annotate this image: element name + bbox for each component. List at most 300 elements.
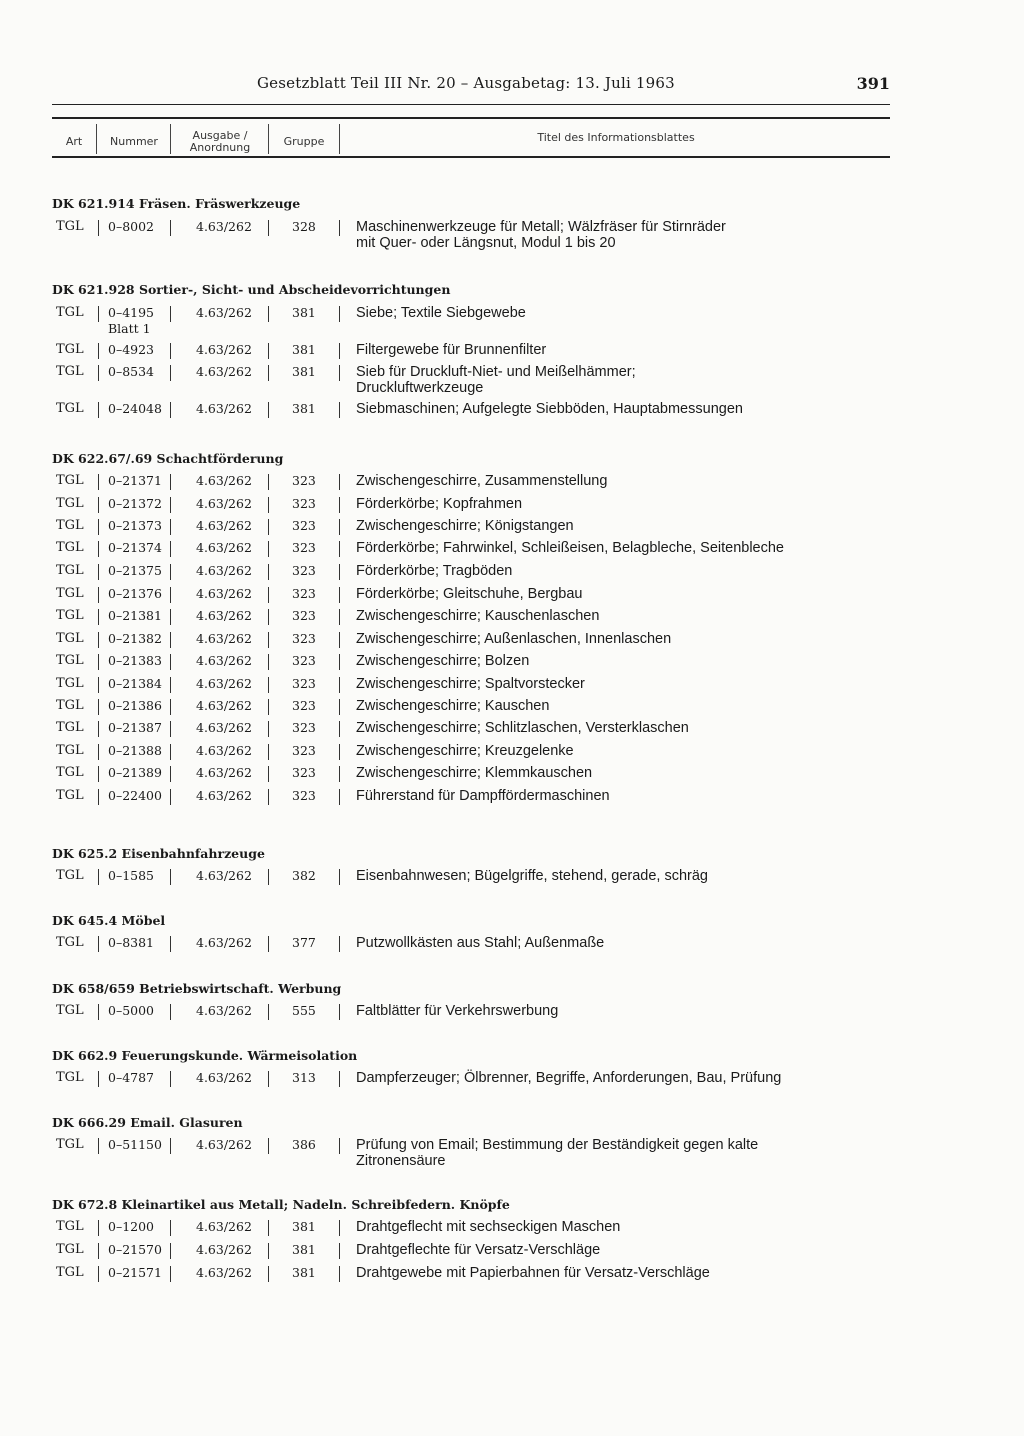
cell-ausgabe: 4.63/262: [196, 305, 252, 320]
cell-nummer: 0–21375: [108, 563, 162, 578]
column-separator: [268, 1138, 269, 1154]
col-titel: Titel des Informationsblattes: [537, 131, 695, 144]
cell-ausgabe: 4.63/262: [196, 219, 252, 234]
column-separator: [170, 402, 171, 418]
table-row: [52, 401, 890, 421]
cell-art: TGL: [56, 473, 84, 488]
column-separator: [170, 766, 171, 782]
column-separator: [339, 1220, 340, 1236]
column-separator: [98, 1138, 99, 1154]
column-separator: [98, 365, 99, 381]
column-separator: [98, 474, 99, 490]
col-divider: [268, 124, 269, 154]
col-ausgabe: [172, 130, 268, 154]
cell-ausgabe: 4.63/262: [196, 496, 252, 511]
cell-gruppe: 377: [292, 935, 316, 950]
table-row: [52, 586, 890, 606]
column-separator: [170, 744, 171, 760]
cell-gruppe: 323: [292, 608, 316, 623]
column-separator: [98, 609, 99, 625]
cell-art: TGL: [56, 743, 84, 758]
column-separator: [98, 587, 99, 603]
cell-titel: Förderkörbe; Gleitschuhe, Bergbau: [356, 586, 583, 602]
column-separator: [268, 365, 269, 381]
cell-titel: Zwischengeschirre; Schlitzlaschen, Versterklaschen: [356, 720, 689, 736]
column-separator: [339, 564, 340, 580]
cell-ausgabe: 4.63/262: [196, 518, 252, 533]
table-row: [52, 608, 890, 628]
table-row: [52, 1265, 890, 1285]
cell-titel: Drahtgewebe mit Papierbahnen für Versatz-Verschläge: [356, 1265, 710, 1281]
cell-titel: Putzwollkästen aus Stahl; Außenmaße: [356, 935, 605, 951]
cell-gruppe: 323: [292, 563, 316, 578]
column-separator: [268, 936, 269, 952]
column-separator: [170, 1266, 171, 1282]
table-top-rule: [52, 117, 890, 119]
column-separator: [268, 402, 269, 418]
cell-art: TGL: [56, 788, 84, 803]
cell-nummer: 0–1585: [108, 868, 155, 883]
table-row: [52, 720, 890, 740]
column-separator: [98, 220, 99, 236]
page-number: 391: [856, 74, 890, 93]
section-heading: DK 625.2 Eisenbahnfahrzeuge: [52, 846, 265, 861]
col-divider: [96, 124, 97, 154]
section-heading: DK 672.8 Kleinartikel aus Metall; Nadeln. Schreibfedern. Knöpfe: [52, 1197, 510, 1212]
column-separator: [98, 497, 99, 513]
cell-ausgabe: 4.63/262: [196, 1137, 252, 1152]
cell-nummer: 0–8381: [108, 935, 155, 950]
cell-titel: Faltblätter für Verkehrswerbung: [356, 1003, 559, 1019]
cell-gruppe: 323: [292, 496, 316, 511]
column-separator: [170, 474, 171, 490]
column-separator: [98, 1220, 99, 1236]
table-row: [52, 364, 890, 396]
cell-titel: Eisenbahnwesen; Bügelgriffe, stehend, gerade, schräg: [356, 868, 709, 884]
column-separator: [268, 654, 269, 670]
cell-gruppe: 381: [292, 1219, 316, 1234]
cell-ausgabe: 4.63/262: [196, 743, 252, 758]
column-separator: [339, 677, 340, 693]
column-separator: [268, 632, 269, 648]
cell-gruppe: 323: [292, 586, 316, 601]
table-row: [52, 868, 890, 888]
column-separator: [339, 721, 340, 737]
cell-titel: Siebe; Textile Siebgewebe: [356, 305, 526, 321]
column-separator: [98, 306, 99, 322]
cell-nummer: 0–21383: [108, 653, 162, 668]
section-heading: DK 662.9 Feuerungskunde. Wärmeisolation: [52, 1048, 358, 1063]
column-separator: [98, 519, 99, 535]
column-separator: [339, 402, 340, 418]
column-separator: [98, 721, 99, 737]
cell-art: TGL: [56, 586, 84, 601]
cell-nummer: 0–22400: [108, 788, 162, 803]
column-separator: [268, 497, 269, 513]
cell-titel: Prüfung von Email; Bestimmung der Beständigkeit gegen kalte: [356, 1137, 759, 1153]
cell-nummer: 0–21386: [108, 698, 162, 713]
column-separator: [339, 632, 340, 648]
column-separator: [268, 474, 269, 490]
cell-art: TGL: [56, 765, 84, 780]
col-gruppe: Gruppe: [283, 135, 325, 148]
column-separator: [170, 936, 171, 952]
cell-gruppe: 381: [292, 1242, 316, 1257]
cell-gruppe: 381: [292, 305, 316, 320]
cell-nummer: 0–21388: [108, 743, 162, 758]
column-separator: [339, 343, 340, 359]
column-separator: [339, 789, 340, 805]
column-separator: [268, 343, 269, 359]
cell-art: TGL: [56, 401, 84, 416]
column-separator: [339, 766, 340, 782]
cell-ausgabe: 4.63/262: [196, 765, 252, 780]
cell-nummer: 0–21373: [108, 518, 162, 533]
cell-titel: Förderkörbe; Tragböden: [356, 563, 513, 579]
cell-titel: Zwischengeschirre, Zusammenstellung: [356, 473, 608, 489]
cell-art: TGL: [56, 342, 84, 357]
cell-gruppe: 323: [292, 653, 316, 668]
cell-gruppe: 323: [292, 540, 316, 555]
cell-art: TGL: [56, 1265, 84, 1280]
column-headings: [52, 128, 890, 156]
column-separator: [170, 1220, 171, 1236]
column-separator: [268, 1243, 269, 1259]
table-row: [52, 1137, 890, 1169]
column-separator: [98, 343, 99, 359]
cell-art: TGL: [56, 608, 84, 623]
cell-nummer: 0–21570: [108, 1242, 162, 1257]
cell-art: TGL: [56, 653, 84, 668]
column-separator: [339, 474, 340, 490]
cell-gruppe: 323: [292, 720, 316, 735]
column-separator: [170, 306, 171, 322]
column-separator: [339, 519, 340, 535]
column-separator: [170, 564, 171, 580]
cell-ausgabe: 4.63/262: [196, 631, 252, 646]
column-separator: [268, 721, 269, 737]
column-separator: [98, 1071, 99, 1087]
cell-art: TGL: [56, 219, 84, 234]
table-row: [52, 653, 890, 673]
column-separator: [268, 1004, 269, 1020]
column-separator: [170, 519, 171, 535]
cell-titel: Förderkörbe; Kopfrahmen: [356, 496, 523, 512]
table-row: [52, 219, 890, 251]
column-separator: [339, 869, 340, 885]
column-separator: [98, 766, 99, 782]
column-separator: [268, 564, 269, 580]
cell-gruppe: 323: [292, 518, 316, 533]
column-separator: [268, 306, 269, 322]
cell-nummer: 0–8002: [108, 219, 155, 234]
cell-ausgabe: 4.63/262: [196, 720, 252, 735]
cell-nummer: 0–21371: [108, 473, 162, 488]
cell-gruppe: 323: [292, 631, 316, 646]
column-separator: [170, 1071, 171, 1087]
cell-nummer: 0–21376: [108, 586, 162, 601]
section-heading: DK 666.29 Email. Glasuren: [52, 1115, 243, 1130]
cell-art: TGL: [56, 1137, 84, 1152]
cell-nummer: 0–5000: [108, 1003, 155, 1018]
table-head-rule: [52, 156, 890, 158]
cell-nummer: 0–4787: [108, 1070, 155, 1085]
cell-titel: Siebmaschinen; Aufgelegte Siebböden, Hauptabmessungen: [356, 401, 743, 417]
cell-nummer: 0–21389: [108, 765, 162, 780]
column-separator: [268, 744, 269, 760]
col-divider: [170, 124, 171, 154]
cell-titel: Sieb für Druckluft-Niet- und Meißelhämmer;: [356, 364, 636, 380]
column-separator: [170, 654, 171, 670]
table-row: [52, 496, 890, 516]
cell-nummer: 0–21374: [108, 540, 162, 555]
cell-nummer: 0–1200: [108, 1219, 155, 1234]
cell-nummer: 0–51150: [108, 1137, 162, 1152]
cell-titel: Dampferzeuger; Ölbrenner, Begriffe, Anforderungen, Bau, Prüfung: [356, 1070, 782, 1086]
cell-art: TGL: [56, 631, 84, 646]
cell-art: TGL: [56, 364, 84, 379]
section-heading: DK 645.4 Möbel: [52, 913, 166, 928]
cell-art: TGL: [56, 563, 84, 578]
column-separator: [170, 541, 171, 557]
column-separator: [339, 1071, 340, 1087]
column-separator: [170, 789, 171, 805]
table-row: [52, 765, 890, 785]
cell-gruppe: 313: [292, 1070, 316, 1085]
cell-titel: Zwischengeschirre; Bolzen: [356, 653, 530, 669]
column-separator: [268, 587, 269, 603]
column-separator: [98, 1004, 99, 1020]
table-row: [52, 1219, 890, 1239]
column-separator: [339, 365, 340, 381]
table-row: [52, 935, 890, 955]
cell-ausgabe: 4.63/262: [196, 563, 252, 578]
cell-titel: Zwischengeschirre; Außenlaschen, Innenlaschen: [356, 631, 672, 647]
cell-ausgabe: 4.63/262: [196, 935, 252, 950]
cell-titel: Förderkörbe; Fahrwinkel, Schleißeisen, Belagbleche, Seitenbleche: [356, 540, 784, 556]
column-separator: [170, 632, 171, 648]
cell-art: TGL: [56, 868, 84, 883]
column-separator: [268, 1071, 269, 1087]
table-row: [52, 473, 890, 493]
cell-gruppe: 323: [292, 788, 316, 803]
table-row: [52, 305, 890, 336]
column-separator: [339, 587, 340, 603]
cell-gruppe: 323: [292, 676, 316, 691]
cell-nummer: 0–21571: [108, 1265, 162, 1280]
col-ausgabe-line2: Anordnung: [189, 141, 251, 154]
table-row: [52, 676, 890, 696]
cell-titel2: mit Quer- oder Längsnut, Modul 1 bis 20: [356, 235, 616, 251]
column-separator: [98, 654, 99, 670]
column-separator: [170, 365, 171, 381]
cell-ausgabe: 4.63/262: [196, 1265, 252, 1280]
cell-gruppe: 555: [292, 1003, 316, 1018]
cell-ausgabe: 4.63/262: [196, 342, 252, 357]
cell-art: TGL: [56, 1070, 84, 1085]
cell-art: TGL: [56, 496, 84, 511]
column-separator: [339, 1138, 340, 1154]
cell-art: TGL: [56, 935, 84, 950]
column-separator: [268, 541, 269, 557]
cell-nummer: 0–21381: [108, 608, 162, 623]
cell-gruppe: 382: [292, 868, 316, 883]
column-separator: [98, 1266, 99, 1282]
cell-nummer: 0–4923: [108, 342, 155, 357]
cell-titel: Zwischengeschirre; Kauschenlaschen: [356, 608, 600, 624]
column-separator: [339, 220, 340, 236]
column-separator: [268, 1220, 269, 1236]
page-header: [52, 74, 890, 100]
cell-art: TGL: [56, 305, 84, 320]
column-separator: [268, 220, 269, 236]
cell-nummer2: Blatt 1: [108, 321, 151, 336]
cell-gruppe: 328: [292, 219, 316, 234]
col-ausgabe-line1: Ausgabe /: [192, 129, 248, 142]
column-separator: [339, 1004, 340, 1020]
table-row: [52, 743, 890, 763]
cell-ausgabe: 4.63/262: [196, 1219, 252, 1234]
column-separator: [170, 699, 171, 715]
cell-ausgabe: 4.63/262: [196, 401, 252, 416]
cell-ausgabe: 4.63/262: [196, 364, 252, 379]
column-separator: [268, 677, 269, 693]
column-separator: [268, 609, 269, 625]
table-row: [52, 698, 890, 718]
table-row: [52, 540, 890, 560]
section-heading: DK 621.928 Sortier-, Sicht- und Abscheidevorrichtungen: [52, 282, 451, 297]
column-separator: [170, 587, 171, 603]
column-separator: [268, 699, 269, 715]
cell-nummer: 0–21384: [108, 676, 162, 691]
column-separator: [170, 1004, 171, 1020]
cell-titel: Zwischengeschirre; Klemmkauschen: [356, 765, 593, 781]
column-separator: [98, 869, 99, 885]
col-art: Art: [65, 135, 83, 148]
cell-ausgabe: 4.63/262: [196, 788, 252, 803]
table-row: [52, 342, 890, 362]
table-row: [52, 631, 890, 651]
column-separator: [339, 1266, 340, 1282]
cell-gruppe: 381: [292, 364, 316, 379]
cell-ausgabe: 4.63/262: [196, 540, 252, 555]
column-separator: [339, 744, 340, 760]
cell-ausgabe: 4.63/262: [196, 473, 252, 488]
cell-nummer: 0–21382: [108, 631, 162, 646]
column-separator: [170, 677, 171, 693]
cell-titel: Filtergewebe für Brunnenfilter: [356, 342, 547, 358]
column-separator: [98, 677, 99, 693]
cell-gruppe: 323: [292, 743, 316, 758]
cell-art: TGL: [56, 1003, 84, 1018]
cell-titel: Zwischengeschirre; Spaltvorstecker: [356, 676, 585, 692]
column-separator: [170, 609, 171, 625]
cell-titel: Führerstand für Dampffördermaschinen: [356, 788, 610, 804]
column-separator: [339, 497, 340, 513]
column-separator: [268, 869, 269, 885]
cell-titel: Drahtgeflechte für Versatz-Verschläge: [356, 1242, 601, 1258]
cell-nummer: 0–8534: [108, 364, 155, 379]
column-separator: [339, 699, 340, 715]
cell-nummer: 0–24048: [108, 401, 162, 416]
col-nummer: Nummer: [110, 135, 158, 148]
cell-nummer: 0–21387: [108, 720, 162, 735]
page-title: Gesetzblatt Teil III Nr. 20 – Ausgabetag: 13. Juli 1963: [257, 74, 675, 92]
column-separator: [98, 402, 99, 418]
column-separator: [170, 220, 171, 236]
cell-titel2: Druckluftwerkzeuge: [356, 380, 484, 396]
column-separator: [98, 541, 99, 557]
cell-art: TGL: [56, 518, 84, 533]
table-row: [52, 788, 890, 808]
column-separator: [339, 541, 340, 557]
column-separator: [339, 609, 340, 625]
column-separator: [268, 1266, 269, 1282]
cell-art: TGL: [56, 676, 84, 691]
cell-gruppe: 323: [292, 765, 316, 780]
table-row: [52, 1242, 890, 1262]
column-separator: [98, 936, 99, 952]
column-separator: [170, 721, 171, 737]
cell-titel: Zwischengeschirre; Königstangen: [356, 518, 574, 534]
section-heading: DK 658/659 Betriebswirtschaft. Werbung: [52, 981, 342, 996]
column-separator: [98, 699, 99, 715]
col-divider: [339, 124, 340, 154]
cell-art: TGL: [56, 1219, 84, 1234]
cell-art: TGL: [56, 1242, 84, 1257]
cell-ausgabe: 4.63/262: [196, 1242, 252, 1257]
column-separator: [170, 343, 171, 359]
cell-titel: Drahtgeflecht mit sechseckigen Maschen: [356, 1219, 621, 1235]
column-separator: [339, 936, 340, 952]
cell-art: TGL: [56, 698, 84, 713]
column-separator: [339, 1243, 340, 1259]
column-separator: [98, 744, 99, 760]
column-separator: [170, 869, 171, 885]
cell-titel: Zwischengeschirre; Kauschen: [356, 698, 550, 714]
cell-gruppe: 381: [292, 342, 316, 357]
cell-gruppe: 381: [292, 401, 316, 416]
column-separator: [268, 789, 269, 805]
cell-ausgabe: 4.63/262: [196, 586, 252, 601]
column-separator: [268, 519, 269, 535]
cell-ausgabe: 4.63/262: [196, 698, 252, 713]
table-row: [52, 1003, 890, 1023]
column-separator: [98, 564, 99, 580]
table-row: [52, 518, 890, 538]
cell-titel: Maschinenwerkzeuge für Metall; Wälzfräser für Stirnräder: [356, 219, 726, 235]
column-separator: [339, 654, 340, 670]
cell-ausgabe: 4.63/262: [196, 1070, 252, 1085]
column-separator: [170, 1243, 171, 1259]
cell-gruppe: 381: [292, 1265, 316, 1280]
cell-gruppe: 323: [292, 698, 316, 713]
column-separator: [98, 789, 99, 805]
cell-gruppe: 323: [292, 473, 316, 488]
cell-ausgabe: 4.63/262: [196, 653, 252, 668]
section-heading: DK 621.914 Fräsen. Fräswerkzeuge: [52, 196, 301, 211]
column-separator: [170, 497, 171, 513]
column-separator: [268, 766, 269, 782]
cell-art: TGL: [56, 720, 84, 735]
cell-art: TGL: [56, 540, 84, 555]
cell-ausgabe: 4.63/262: [196, 868, 252, 883]
column-separator: [98, 1243, 99, 1259]
cell-gruppe: 386: [292, 1137, 316, 1152]
cell-ausgabe: 4.63/262: [196, 608, 252, 623]
header-rule: [52, 104, 890, 105]
table-row: [52, 1070, 890, 1090]
